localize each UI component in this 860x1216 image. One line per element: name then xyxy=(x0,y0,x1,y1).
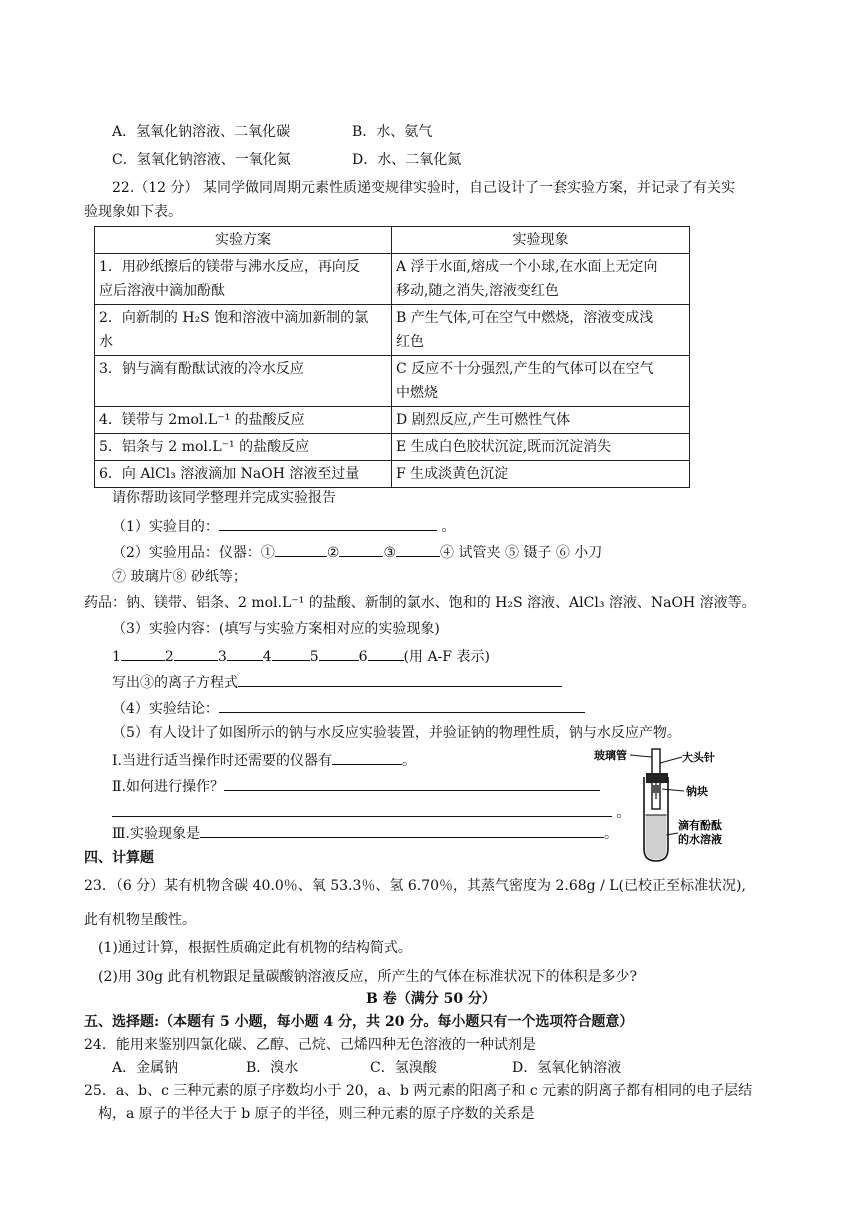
part5-ii-line2 xyxy=(112,801,630,823)
part5-ii-label: Ⅱ.如何进行操作？ xyxy=(112,779,224,795)
instrument-blank-1[interactable] xyxy=(275,541,327,557)
label-solution-2: 的水溶液 xyxy=(678,833,722,846)
table-row xyxy=(95,254,690,305)
observation-cell: E 生成白色胶状沉淀,既而沉淀消失 xyxy=(392,434,690,461)
circle-3: ③ xyxy=(383,545,397,561)
ionic-equation-label: 写出③的离子方程式 xyxy=(112,675,238,691)
section4-title: 四、计算题 xyxy=(84,850,154,866)
answer-blank-5[interactable] xyxy=(319,645,359,661)
plan-cell: 4．镁带与 2mol.L⁻¹ 的盐酸反应 xyxy=(95,407,392,434)
q21-option-a: A．氢氧化钠溶液、二氧化碳 xyxy=(112,124,291,140)
volume-b-title: B 卷（满分 50 分） xyxy=(366,991,496,1007)
part2-line2: ⑦ 玻璃片⑧ 砂纸等； xyxy=(112,569,247,585)
table-row xyxy=(95,434,690,461)
part1-end: 。 xyxy=(441,519,456,535)
q21-option-b: B．水、氨气 xyxy=(352,124,433,140)
purpose-blank[interactable] xyxy=(219,515,437,531)
label-pin: 大头针 xyxy=(682,751,715,764)
answer-blank-4[interactable] xyxy=(272,645,310,661)
part4-label: （4）实验结论： xyxy=(112,701,219,717)
q24-option-d: D．氢氧化钠溶液 xyxy=(512,1060,622,1076)
answer-num-3: 3 xyxy=(217,649,227,665)
q23-line2: 此有机物呈酸性。 xyxy=(84,912,196,928)
q21-option-c: C．氢氧化钠溶液、一氧化氮 xyxy=(112,152,291,168)
part3-label: （3）实验内容：(填写与实验方案相对应的实验现象) xyxy=(112,621,440,637)
part5-i xyxy=(112,749,416,771)
table-row xyxy=(95,305,690,356)
answer-blank-2[interactable] xyxy=(174,645,218,661)
part5-ii xyxy=(112,775,600,797)
part3-answers xyxy=(112,645,490,667)
ionic-equation-blank[interactable] xyxy=(238,671,562,687)
instrument-blank-2[interactable] xyxy=(339,541,383,557)
q24-stem: 24．能用来鉴别四氯化碳、乙醇、己烷、己烯四种无色溶液的一种试剂是 xyxy=(84,1037,536,1053)
table-row xyxy=(95,356,690,407)
part5-iii-label: Ⅲ.实验现象是 xyxy=(112,826,200,842)
stopper xyxy=(646,773,668,783)
obs-line: 中燃烧 xyxy=(396,385,438,401)
label-solution-1: 滴有酚酞 xyxy=(678,819,722,832)
plan-cell xyxy=(95,356,392,407)
answer-blank-1[interactable] xyxy=(121,645,165,661)
q25-line2: 构，a 原子的半径大于 b 原子的半径，则三种元素的原子序数的关系是 xyxy=(98,1106,535,1122)
plan-cell xyxy=(95,254,392,305)
answer-num-6: 6 xyxy=(358,649,368,665)
q24-option-c: C．氢溴酸 xyxy=(370,1060,437,1076)
part5-iii xyxy=(112,822,618,844)
q23-part1: (1)通过计算，根据性质确定此有机物的结构简式。 xyxy=(98,940,412,956)
part1-label: （1）实验目的： xyxy=(112,519,219,535)
obs-line: C 反应不十分强烈,产生的气体可以在空气 xyxy=(396,361,654,377)
part5-ii-end: 。 xyxy=(616,805,631,821)
header-plan: 实验方案 xyxy=(95,227,392,254)
sodium-block xyxy=(652,785,661,793)
table-row xyxy=(95,461,690,488)
answer-num-2: 2 xyxy=(164,649,174,665)
part5-iii-end: 。 xyxy=(603,826,618,842)
observation-cell xyxy=(392,356,690,407)
circle-2: ② xyxy=(326,545,340,561)
instrument-blank-3[interactable] xyxy=(396,541,440,557)
part5-label: （5）有人设计了如图所示的钠与水反应实验装置，并验证钠的物理性质，钠与水反应产物。 xyxy=(112,725,681,741)
plan-line: 应后溶液中滴加酚酞 xyxy=(99,283,225,299)
plan-cell: 5．铝条与 2 mol.L⁻¹ 的盐酸反应 xyxy=(95,434,392,461)
plan-cell: 6．向 AlCl₃ 溶液滴加 NaOH 溶液至过量 xyxy=(95,461,392,488)
answer-blank-3[interactable] xyxy=(227,645,263,661)
q21-option-d: D．水、二氧化氮 xyxy=(352,152,462,168)
table-header-row xyxy=(95,227,690,254)
operation-blank-2[interactable] xyxy=(112,801,612,817)
part3-note: (用 A-F 表示) xyxy=(403,649,490,665)
sodium-water-apparatus-figure xyxy=(590,743,762,863)
q24-option-a: A．金属钠 xyxy=(112,1060,179,1076)
observation-cell xyxy=(392,254,690,305)
part5-i-label: Ⅰ.当进行适当操作时还需要的仪器有 xyxy=(112,753,332,769)
plan-line: 水 xyxy=(99,334,113,350)
instrument-needed-blank[interactable] xyxy=(332,749,402,765)
operation-blank-1[interactable] xyxy=(224,775,600,791)
obs-line: A 浮于水面,熔成一个小球,在水面上无定向 xyxy=(396,259,658,275)
phenomenon-blank[interactable] xyxy=(200,822,604,838)
plan-line: 2．向新制的 H₂S 饱和溶液中滴加新制的氯 xyxy=(99,310,369,326)
q25-line1: 25．a、b、c 三种元素的原子序数均小于 20，a、b 两元素的阳离子和 c 元素的阴离子都有相同的电子层结 xyxy=(84,1083,753,1099)
phenolphthalein-solution xyxy=(646,815,667,860)
q24-option-b: B．溴水 xyxy=(246,1060,299,1076)
q22-stem-line1: 22.（12 分） 某同学做同周期元素性质递变规律实验时，自己设计了一套实验方案，并记录了有关实 xyxy=(112,180,735,196)
plan-line: 3．钠与滴有酚酞试液的冷水反应 xyxy=(99,361,304,377)
ionic-equation-line xyxy=(112,671,562,693)
conclusion-blank[interactable] xyxy=(219,697,585,713)
table-row xyxy=(95,407,690,434)
section5-title: 五、选择题:（本题有 5 小题，每小题 4 分，共 20 分。每小题只有一个选项符合题意） xyxy=(84,1014,634,1030)
label-sodium: 钠块 xyxy=(686,785,708,798)
answer-num-5: 5 xyxy=(309,649,319,665)
plan-line: 1．用砂纸擦后的镁带与沸水反应，再向反 xyxy=(99,259,360,275)
part1-purpose xyxy=(112,515,455,537)
answer-num-4: 4 xyxy=(262,649,272,665)
observation-cell xyxy=(392,305,690,356)
answer-blank-6[interactable] xyxy=(368,645,404,661)
part2-instruments xyxy=(112,541,602,563)
part2-label: （2）实验用品：仪器：① xyxy=(112,545,275,561)
answer-num-1: 1 xyxy=(112,649,121,665)
q22-stem-line2: 验现象如下表。 xyxy=(84,204,182,220)
report-prompt: 请你帮助该同学整理并完成实验报告 xyxy=(112,490,336,506)
part2-rest: ④ 试管夹 ⑤ 镊子 ⑥ 小刀 xyxy=(440,545,603,561)
part5-i-end: 。 xyxy=(401,753,416,769)
label-glass-tube: 玻璃管 xyxy=(594,749,627,762)
drugs-line: 药品：钠、镁带、铝条、2 mol.L⁻¹ 的盐酸、新制的氯水、饱和的 H₂S 溶液、AlCl₃ 溶液、NaOH 溶液等。 xyxy=(84,595,756,611)
observation-cell: D 剧烈反应,产生可燃性气体 xyxy=(392,407,690,434)
experiment-table xyxy=(94,226,690,488)
part4-conclusion xyxy=(112,697,585,719)
q23-part2: (2)用 30g 此有机物跟足量碳酸钠溶液反应，所产生的气体在标准状况下的体积是多少? xyxy=(98,969,638,985)
observation-cell: F 生成淡黄色沉淀 xyxy=(392,461,690,488)
header-observation: 实验现象 xyxy=(392,227,690,254)
plan-cell xyxy=(95,305,392,356)
q23-line1: 23．（6 分）某有机物含碳 40.0％、氧 53.3％、氢 6.70％，其蒸气密度为 2.68g / L(已校正至标准状况), xyxy=(84,878,746,894)
obs-line: B 产生气体,可在空气中燃烧，溶液变成浅 xyxy=(396,310,654,326)
obs-line: 移动,随之消失,溶液变红色 xyxy=(396,283,559,299)
obs-line: 红色 xyxy=(396,334,424,350)
